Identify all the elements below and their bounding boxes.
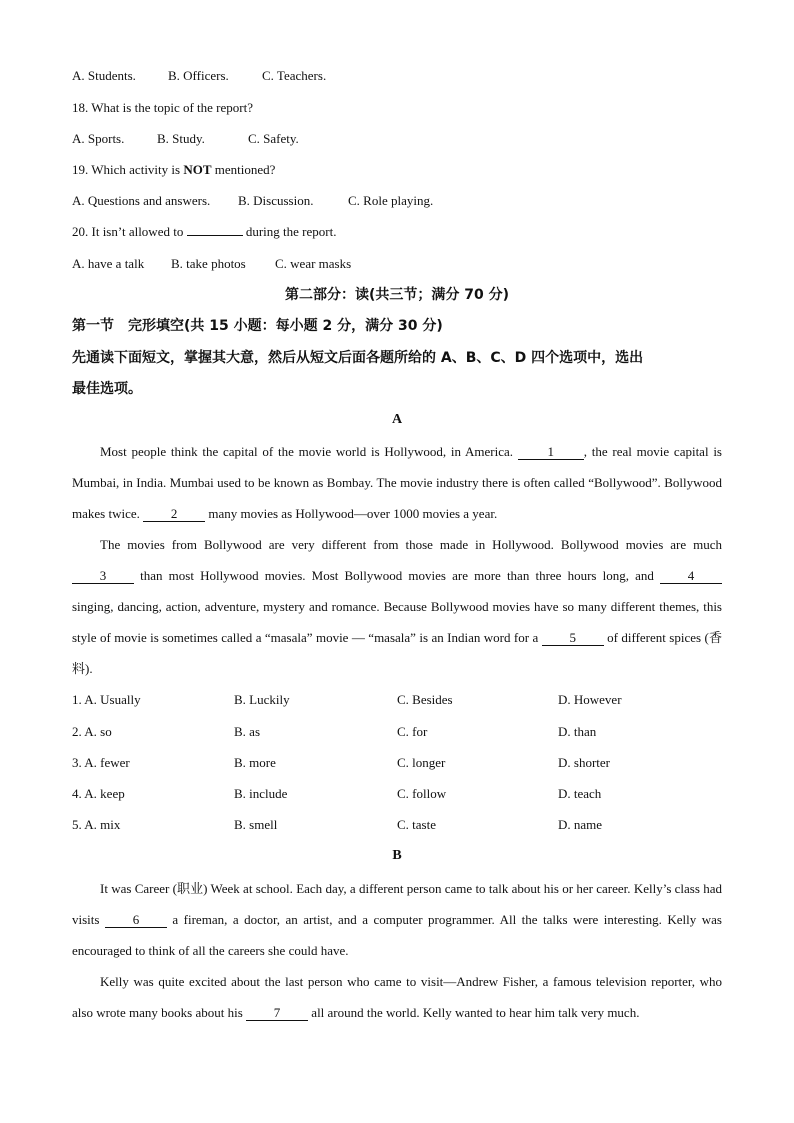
q5-option-d: D. name [558,817,603,832]
q19-option-b: B. Discussion. [238,193,314,208]
q17-options [72,67,326,85]
q2-option-b: B. as [234,724,260,739]
q19-text-pre: 19. Which activity is [72,162,184,177]
q20-option-b: B. take photos [171,256,246,271]
q18-options [72,130,299,148]
q5-option-b: B. smell [234,817,278,832]
passage-a-paragraph-1 [72,436,722,529]
passage-b-paragraph-1 [72,873,722,966]
q20-option-c: C. wear masks [275,256,352,271]
part2-title: 第二部分：读(共三节；满分 70 分) [284,287,510,303]
q20-options [72,255,351,273]
q2-option-d: D. than [558,724,597,739]
q20-question [72,223,336,241]
q1-option-d: D. However [558,692,622,707]
q19-option-c: C. Role playing. [348,193,434,208]
blank-4: 4 [660,568,722,584]
q3-option-c: C. longer [397,755,446,770]
q19-option-a: A. Questions and answers. [72,193,211,208]
blank-3: 3 [72,568,134,584]
q18-question: 18. What is the topic of the report? [72,100,253,115]
q4-option-c: C. follow [397,786,447,801]
q2-option-c: C. for [397,724,428,739]
instruction-line-1: 先通读下面短文，掌握其大意，然后从短文后面各题所给的 A、B、C、D 四个选项中，选出 [72,350,644,366]
q4-option-a: 4. A. keep [72,786,125,801]
blank-7: 7 [246,1005,308,1021]
blank-6: 6 [105,912,167,928]
q1-option-b: B. Luckily [234,692,290,707]
q4-option-b: B. include [234,786,288,801]
q3-option-b: B. more [234,755,276,770]
q18-option-b: B. Study. [157,131,205,146]
q20-blank [187,235,243,236]
q5-option-c: C. taste [397,817,436,832]
q19-options [72,192,433,210]
q5-option-a: 5. A. mix [72,817,121,832]
passage-b-heading: B [392,848,402,863]
q19-text-bold: NOT [183,162,212,177]
passage-a-paragraph-2 [72,529,722,684]
q19-text-post: mentioned? [211,162,276,177]
passage-b-p2-text-2: all around the world. Kelly wanted to hear him talk very much. [308,1005,640,1020]
section1-title: 第一节 完形填空(共 15 小题：每小题 2 分，满分 30 分) [72,318,443,334]
q17-option-a: A. Students. [72,68,136,83]
q2-option-a: 2. A. so [72,724,112,739]
q19-question [72,161,275,179]
blank-1: 1 [518,444,584,460]
q1-option-a: 1. A. Usually [72,692,141,707]
passage-a-p2-text-3: singing, dancing, action, adventure, mystery and romance. Because Bollywood movies have so many different themes, this style of movie is sometimes called a “masala” movie — “masala” is an Indian word for a [72,599,722,645]
passage-a-p1-text-3: many movies as Hollywood—over 1000 movies a year. [205,506,498,521]
passage-b-p2-text-1: Kelly was quite excited about the last person who came to visit—Andrew Fisher, a famous television reporter, who also wrote many books about his [72,974,722,1020]
passage-a-heading: A [391,412,403,427]
passage-b-p1-text-1: It was Career (职业) Week at school. Each day, a different person came to talk about his or her career. Kelly’s class had visits [72,881,722,927]
passage-a-p1-text-1: Most people think the capital of the movie world is Hollywood, in America. [100,444,518,459]
passage-a-p2-text-1: The movies from Bollywood are very different from those made in Hollywood. Bollywood movies are much [100,537,722,552]
passage-b-p1-text-2: a fireman, a doctor, an artist, and a computer programmer. All the talks were interesting. Kelly was encouraged to think of all the careers she could have. [72,912,722,958]
q3-option-d: D. shorter [558,755,610,770]
q17-option-c: C. Teachers. [262,68,327,83]
blank-2: 2 [143,506,205,522]
instruction-line-2: 最佳选项。 [72,381,142,397]
q20-option-a: A. have a talk [72,256,145,271]
q20-text-post: during the report. [242,224,337,239]
q20-text-pre: 20. It isn’t allowed to [72,224,187,239]
q18-option-a: A. Sports. [72,131,125,146]
q4-option-d: D. teach [558,786,602,801]
passage-b-paragraph-2 [72,966,722,1028]
q17-option-b: B. Officers. [168,68,229,83]
blank-5: 5 [542,630,604,646]
passage-a-p1-text-2: , the real movie capital is Mumbai, in India. Mumbai used to be known as Bombay. The movie industry there is often called “Bollywood”. Bollywood makes twice. [72,444,722,521]
q3-option-a: 3. A. fewer [72,755,130,770]
passage-a-p2-text-4: of different spices (香料). [72,630,722,676]
passage-a-p2-text-2: than most Hollywood movies. Most Bollywood movies are more than three hours long, and [134,568,660,583]
q18-option-c: C. Safety. [248,131,299,146]
q1-option-c: C. Besides [397,692,453,707]
